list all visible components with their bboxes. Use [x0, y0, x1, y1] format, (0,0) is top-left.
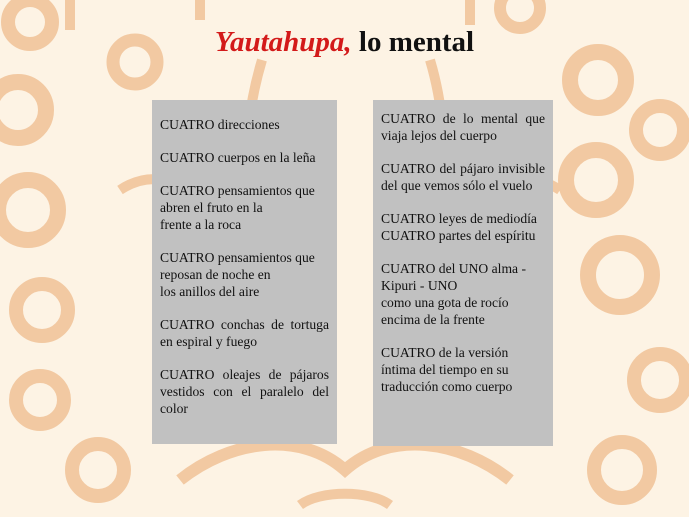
stanza: CUATRO cuerpos en la leña — [160, 150, 316, 165]
ornament-ring — [72, 444, 124, 496]
stanza: CUATRO de la versión íntima del tiempo en su traducción como cuerpo — [381, 345, 513, 394]
title-emphasis: Yautahupa, — [214, 26, 352, 58]
stanza: CUATRO direcciones — [160, 117, 280, 132]
ornament-ring — [0, 82, 46, 138]
ornament-ring — [636, 106, 684, 154]
ornament-ring — [16, 284, 68, 336]
ornament-ring — [588, 243, 652, 307]
right-text-panel — [373, 100, 553, 446]
stanza: CUATRO del pájaro invisible del que vemos sólo el vuelo — [381, 161, 545, 193]
stanza: CUATRO pensamientos que reposan de noche en los anillos del aire — [160, 250, 315, 299]
ornament-ring — [566, 150, 626, 210]
ornament-ring — [634, 354, 686, 406]
stanza: CUATRO partes del espíritu — [381, 228, 536, 243]
ornament-ring — [500, 0, 540, 28]
stanza: CUATRO conchas de tortuga en espiral y fuego — [160, 317, 329, 349]
left-text-panel — [152, 100, 337, 444]
ornament-ring — [16, 376, 64, 424]
stanza: CUATRO leyes de mediodía — [381, 211, 537, 226]
title-rest: lo mental — [351, 26, 475, 58]
stanza: CUATRO de lo mental que viaja lejos del cuerpo — [381, 111, 545, 143]
stanza: CUATRO pensamientos que abren el fruto en la frente a la roca — [160, 183, 315, 232]
ornament-ring — [594, 442, 650, 498]
stanza: CUATRO del UNO alma - Kipuri - UNO como una gota de rocío encima de la frente — [381, 261, 526, 327]
ornament-figure — [180, 445, 510, 480]
ornament-figure — [300, 494, 390, 505]
ornament-ring — [0, 180, 58, 240]
ornament-ring — [570, 52, 626, 108]
stanza: CUATRO oleajes de pájaros vestidos con el paralelo del color — [160, 367, 329, 416]
page-title — [0, 26, 689, 59]
